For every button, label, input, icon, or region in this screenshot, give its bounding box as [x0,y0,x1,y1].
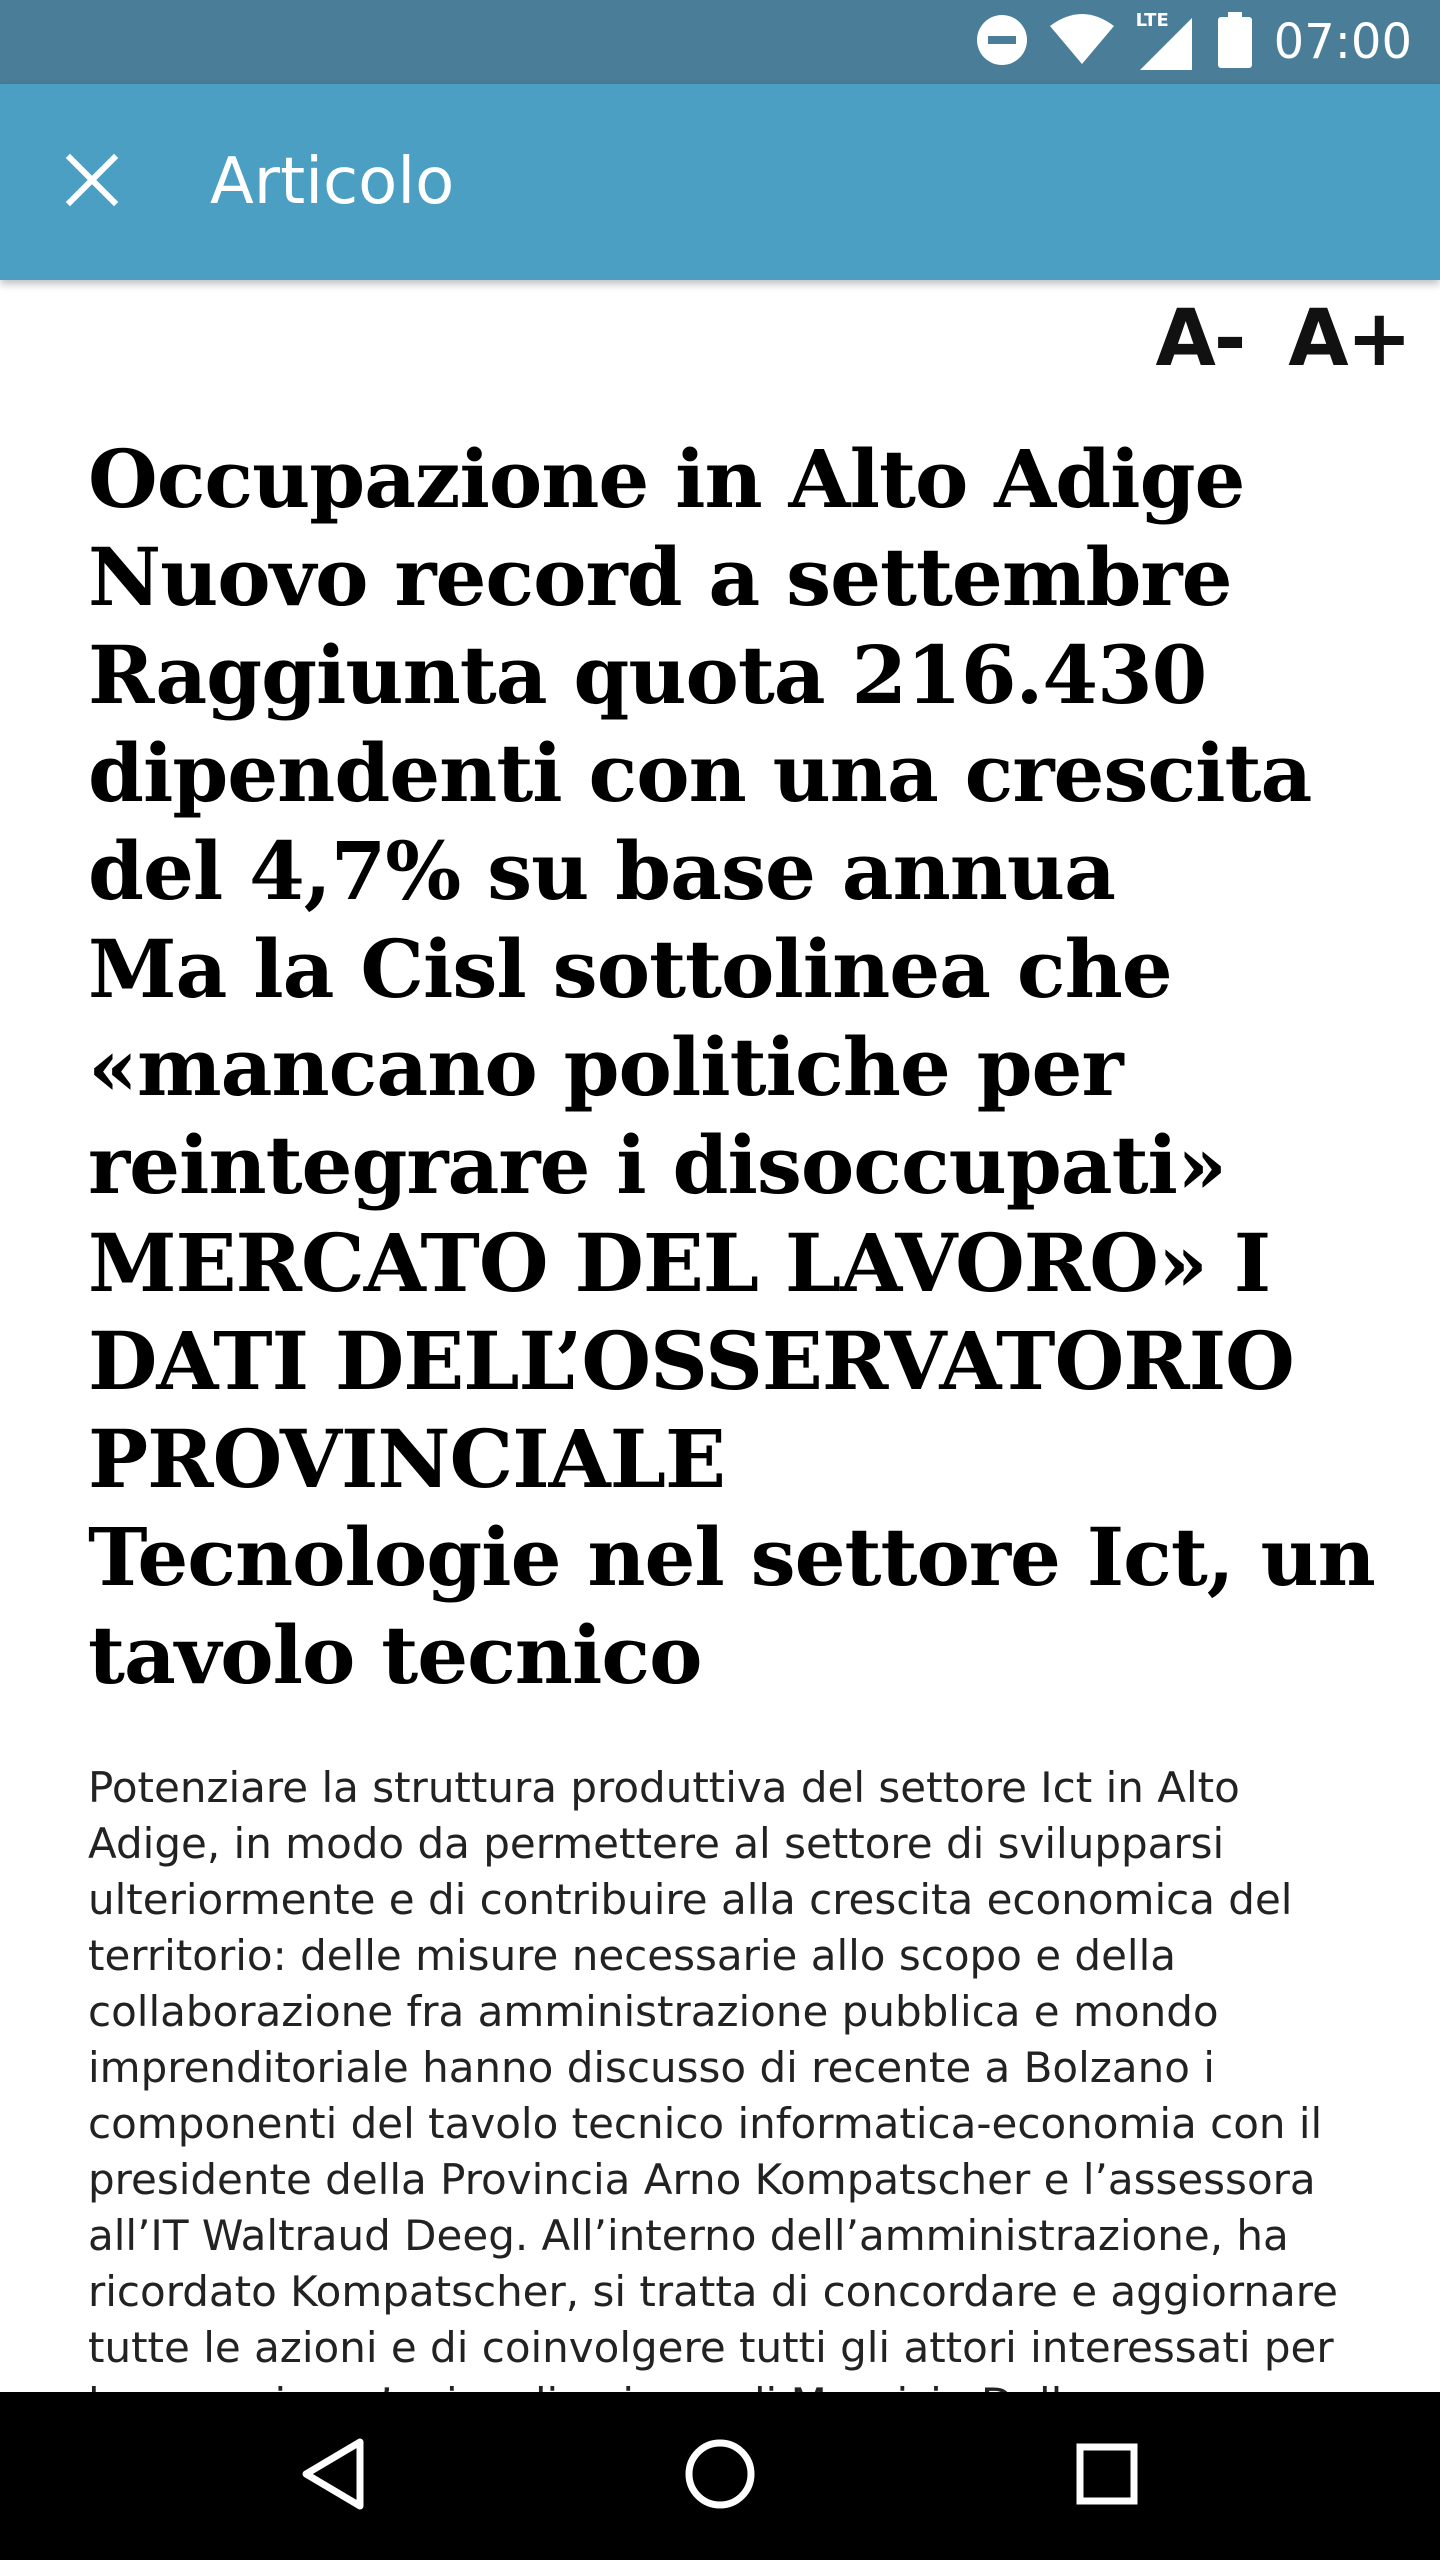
cell-signal-icon [1136,12,1196,72]
recents-button[interactable] [1047,2416,1167,2536]
back-icon [298,2436,368,2517]
headline-line: Nuovo record a settembre [88,530,1232,624]
status-bar [0,0,1440,84]
close-icon [62,150,122,215]
headline-line: Raggiunta quota 216.430 dipendenti con una crescita del 4,7% su base annua [88,628,1312,918]
headline-line: Occupazione in Alto Adige [88,432,1245,526]
status-time: 07:00 [1273,14,1412,70]
wifi-icon [1050,14,1114,71]
network-type-label: LTE [1135,10,1169,31]
headline-line: Ma la Cisl sottolinea che «mancano politiche per reintegrare i disoccupati» [88,922,1226,1212]
navigation-bar [0,2392,1440,2560]
home-icon [684,2438,756,2515]
back-button[interactable] [273,2416,393,2536]
decrease-font-button[interactable]: A- [1155,294,1245,384]
status-icons [976,0,1412,84]
battery-icon [1218,12,1252,73]
headline-line: Tecnologie nel settore Ict, un tavolo tecnico [88,1510,1375,1702]
font-size-controls [1155,294,1410,384]
page-title: Articolo [210,145,455,219]
increase-font-button[interactable]: A+ [1288,294,1410,384]
recents-icon [1075,2442,1139,2511]
close-button[interactable] [50,140,134,224]
home-button[interactable] [660,2416,780,2536]
headline-line: MERCATO DEL LAVORO» I DATI DELL’OSSERVATORIO PROVINCIALE [88,1216,1294,1506]
do-not-disturb-icon [976,14,1028,71]
article-headline [88,430,1378,1704]
article-content[interactable] [88,430,1378,2390]
article-body: Potenziare la struttura produttiva del settore Ict in Alto Adige, in modo da permettere al settore di svilupparsi ulteriormente e di contribuire alla crescita economica del territorio: delle misure necessarie allo scopo e della collaborazione fra amministrazione pubblica e mondo imprenditoriale hanno discusso di recente a Bolzano i componenti del tavolo tecnico informatica-economia con il presidente della Provincia Arno Kompatscher e l’assessora all’IT Waltraud Deeg. All’interno dell’amministrazione, ha ricordato Kompatscher, si tratta di concordare e aggiornare tutte le azioni e di coinvolgere tutti gli attori interessati per [88,1763,1338,2372]
app-bar [0,84,1440,280]
